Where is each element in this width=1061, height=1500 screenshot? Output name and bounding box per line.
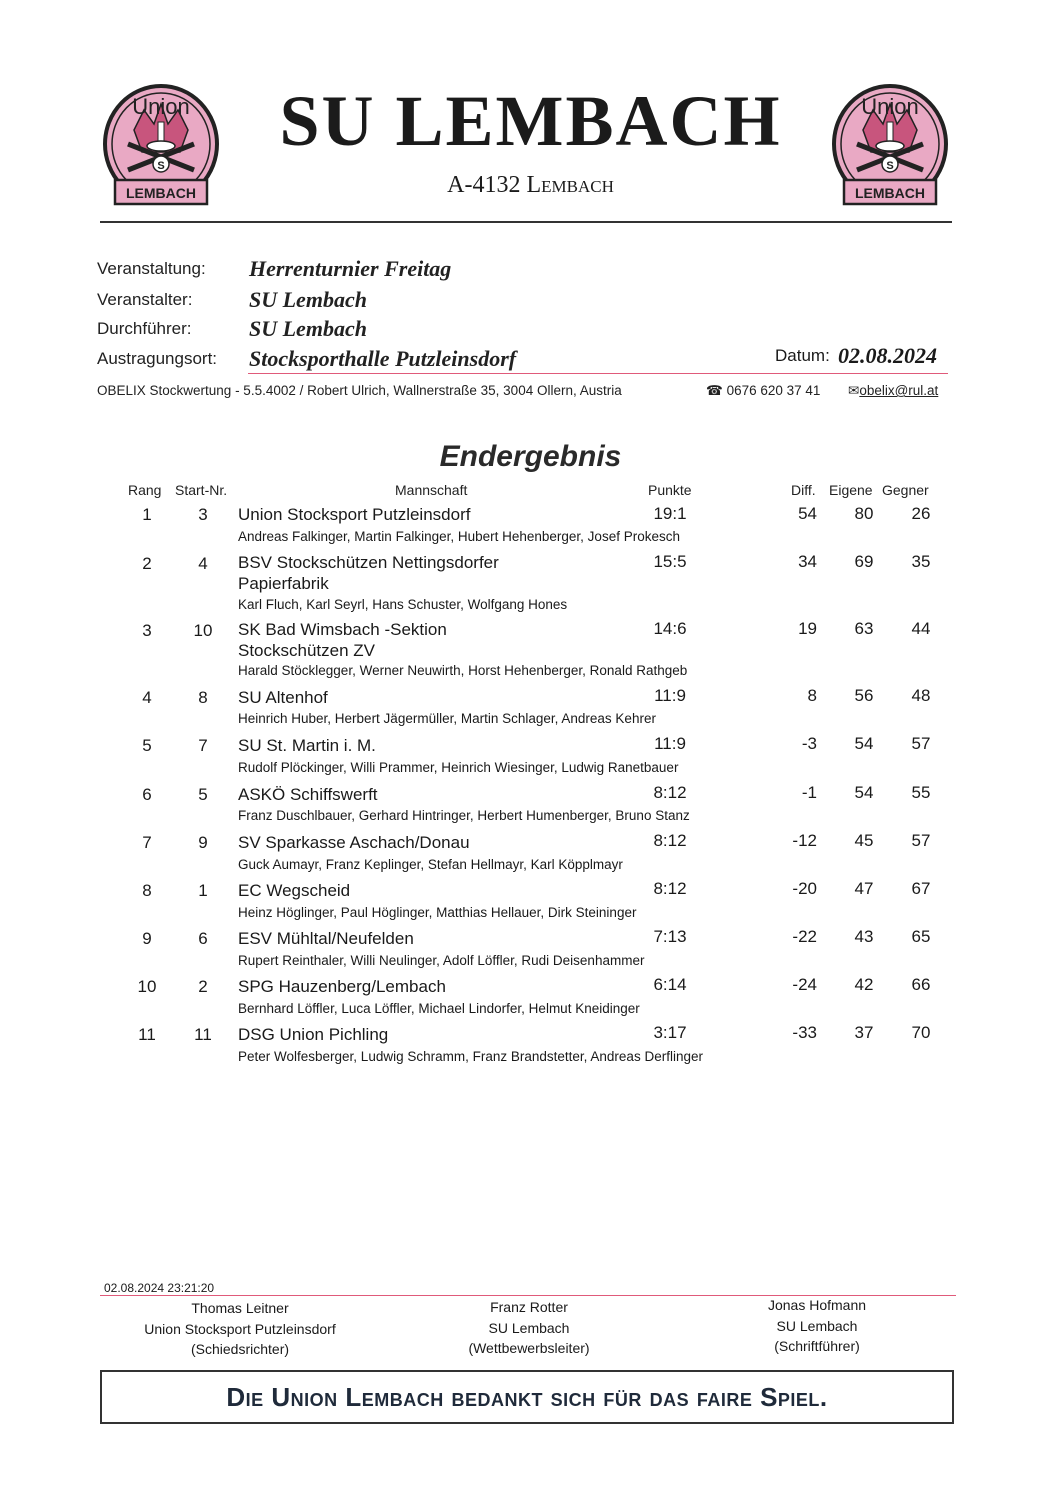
row-diff: -3 <box>801 734 817 753</box>
row-start: 11 <box>194 1025 212 1044</box>
row-own: 54 <box>854 783 874 802</box>
row-diff: 19 <box>798 619 817 638</box>
row-own: 42 <box>854 975 874 994</box>
row-rank: 10 <box>137 977 157 996</box>
email-contact[interactable] <box>848 383 938 399</box>
phone-contact <box>706 383 820 399</box>
row-team: SV Sparkasse Aschach/Donau <box>238 833 470 852</box>
col-header-start: Start-Nr. <box>175 482 228 498</box>
col-header-rank: Rang <box>128 482 162 498</box>
date-value: 02.08.2024 <box>838 343 937 368</box>
row-start: 7 <box>198 736 208 755</box>
row-rank: 2 <box>142 554 152 573</box>
row-team: DSG Union Pichling <box>238 1025 389 1044</box>
row-points: 8:12 <box>653 783 687 802</box>
row-start: 8 <box>198 688 208 707</box>
row-start: 5 <box>198 785 208 804</box>
logo-banner-text-right: LEMBACH <box>855 185 925 201</box>
row-diff: -20 <box>792 879 817 898</box>
row-diff: -24 <box>792 975 817 994</box>
logo-union-text-right: Union <box>861 94 919 119</box>
row-points: 15:5 <box>653 552 687 571</box>
signature-org: SU Lembach <box>488 1319 570 1336</box>
row-team: ASKÖ Schiffswerft <box>238 785 378 804</box>
row-opp: 67 <box>911 879 931 898</box>
row-own: 80 <box>854 504 874 523</box>
row-own: 37 <box>854 1023 874 1042</box>
signature-org: SU Lembach <box>776 1317 858 1334</box>
row-players: Rudolf Plöckinger, Willi Prammer, Heinrich Wiesinger, Ludwig Ranetbauer <box>238 760 679 775</box>
row-rank: 11 <box>138 1025 156 1044</box>
svg-text:S: S <box>157 160 165 172</box>
row-rank: 8 <box>142 881 152 900</box>
phone-number: 0676 620 37 41 <box>726 383 821 398</box>
row-players: Peter Wolfesberger, Ludwig Schramm, Franz Brandstetter, Andreas Derflinger <box>238 1049 703 1064</box>
row-opp: 57 <box>911 831 931 850</box>
organizer-value: SU Lembach <box>249 287 367 312</box>
row-opp: 35 <box>911 552 931 571</box>
logo-banner-text-left: LEMBACH <box>126 185 196 201</box>
club-address: A-4132 Lembach <box>447 172 614 198</box>
row-points: 3:17 <box>653 1023 687 1042</box>
date-label: Datum: <box>775 346 830 365</box>
row-diff: -12 <box>792 831 817 850</box>
row-own: 47 <box>854 879 874 898</box>
row-team: SPG Hauzenberg/Lembach <box>238 977 446 996</box>
row-points: 11:9 <box>654 686 686 705</box>
email-link[interactable]: obelix@rul.at <box>859 383 939 398</box>
header-divider <box>100 221 952 223</box>
row-rank: 3 <box>142 621 152 640</box>
row-team: SU Altenhof <box>238 688 328 707</box>
row-players: Guck Aumayr, Franz Keplinger, Stefan Hellmayr, Karl Köpplmayr <box>238 857 623 872</box>
row-start: 4 <box>198 554 208 573</box>
row-opp: 65 <box>911 927 931 946</box>
col-header-points: Punkte <box>648 482 692 498</box>
col-header-opp: Gegner <box>882 482 929 498</box>
row-rank: 7 <box>142 833 152 852</box>
row-diff: -1 <box>801 783 817 802</box>
row-players: Andreas Falkinger, Martin Falkinger, Hubert Hehenberger, Josef Prokesch <box>238 529 680 544</box>
signature-referee <box>110 1298 370 1360</box>
row-own: 56 <box>854 686 874 705</box>
venue-label: Austragungsort: <box>97 349 218 368</box>
fair-play-banner <box>100 1370 954 1424</box>
row-team: EC Wegscheid <box>238 881 351 900</box>
row-points: 6:14 <box>653 975 687 994</box>
results-title: Endergebnis <box>439 440 622 473</box>
row-points: 14:6 <box>653 619 687 638</box>
row-players: Karl Fluch, Karl Seyrl, Hans Schuster, Wolfgang Hones <box>238 597 568 612</box>
row-team: ESV Mühltal/Neufelden <box>238 929 414 948</box>
executor-value: SU Lembach <box>249 316 367 341</box>
print-timestamp: 02.08.2024 23:21:20 <box>104 1281 215 1295</box>
row-opp: 55 <box>911 783 931 802</box>
signature-name: Jonas Hofmann <box>767 1297 867 1313</box>
row-own: 43 <box>854 927 874 946</box>
signature-secretary <box>687 1295 947 1357</box>
row-opp: 66 <box>911 975 931 994</box>
row-points: 8:12 <box>653 879 687 898</box>
fair-play-text: Die Union Lembach bedankt sich für das faire Spiel. <box>226 1381 828 1412</box>
row-team: BSV Stockschützen Nettingsdorfer Papierfabrik <box>238 553 499 593</box>
row-opp: 70 <box>911 1023 931 1042</box>
phone-icon: ☎ <box>706 383 723 398</box>
row-diff: -22 <box>792 927 817 946</box>
row-players: Heinz Höglinger, Paul Höglinger, Matthias Hellauer, Dirk Steininger <box>238 905 637 920</box>
row-own: 69 <box>854 552 874 571</box>
row-points: 7:13 <box>653 927 687 946</box>
row-own: 45 <box>854 831 874 850</box>
row-start: 3 <box>198 505 208 524</box>
row-players: Bernhard Löffler, Luca Löffler, Michael Lindorfer, Helmut Kneidinger <box>238 1001 640 1016</box>
club-title: SU LEMBACH <box>279 81 782 161</box>
row-rank: 6 <box>142 785 152 804</box>
row-rank: 1 <box>142 505 152 524</box>
row-diff: -33 <box>792 1023 817 1042</box>
row-start: 1 <box>198 881 208 900</box>
row-diff: 54 <box>798 504 817 523</box>
info-divider <box>248 373 948 374</box>
envelope-icon: ✉ <box>848 383 860 398</box>
signature-role: (Schiedsrichter) <box>190 1341 290 1357</box>
col-header-team: Mannschaft <box>395 482 468 498</box>
col-header-own: Eigene <box>829 482 873 498</box>
signature-role: (Schriftführer) <box>774 1338 860 1354</box>
row-points: 8:12 <box>653 831 687 850</box>
row-team: SK Bad Wimsbach -Sektion Stockschützen ZV <box>238 620 447 660</box>
svg-text:S: S <box>886 160 894 172</box>
row-opp: 44 <box>911 619 931 638</box>
row-rank: 4 <box>142 688 152 707</box>
signature-org: Union Stocksport Putzleinsdorf <box>144 1320 336 1337</box>
signature-name: Thomas Leitner <box>191 1300 289 1316</box>
row-opp: 48 <box>911 686 931 705</box>
row-start: 9 <box>198 833 208 852</box>
row-diff: 8 <box>807 686 817 705</box>
row-own: 63 <box>854 619 874 638</box>
organizer-label: Veranstalter: <box>97 290 193 309</box>
row-own: 54 <box>854 734 874 753</box>
event-value: Herrenturnier Freitag <box>249 256 452 281</box>
row-players: Franz Duschlbauer, Gerhard Hintringer, Herbert Humenberger, Bruno Stanz <box>238 808 690 823</box>
signature-competition-lead <box>399 1297 659 1359</box>
row-start: 2 <box>198 977 208 996</box>
row-diff: 34 <box>798 552 817 571</box>
row-rank: 5 <box>142 736 152 755</box>
row-points: 19:1 <box>653 504 687 523</box>
row-players: Harald Stöcklegger, Werner Neuwirth, Horst Hehenberger, Ronald Rathgeb <box>238 663 688 678</box>
row-start: 6 <box>198 929 208 948</box>
venue-value: Stocksporthalle Putzleinsdorf <box>249 346 517 371</box>
row-opp: 57 <box>911 734 931 753</box>
software-credit: OBELIX Stockwertung - 5.5.4002 / Robert Ulrich, Wallnerstraße 35, 3004 Ollern, Austria <box>97 383 622 398</box>
row-team: SU St. Martin i. M. <box>238 736 376 755</box>
row-start: 10 <box>193 621 213 640</box>
signature-name: Franz Rotter <box>490 1299 568 1315</box>
row-players: Rupert Reinthaler, Willi Neulinger, Adolf Löffler, Rudi Deisenhammer <box>238 953 645 968</box>
event-label: Veranstaltung: <box>97 259 206 278</box>
executor-label: Durchführer: <box>97 319 192 338</box>
logo-union-text-left: Union <box>132 94 190 119</box>
col-header-diff: Diff. <box>791 482 816 498</box>
row-points: 11:9 <box>654 734 686 753</box>
row-rank: 9 <box>142 929 152 948</box>
signature-role: (Wettbewerbsleiter) <box>468 1340 590 1356</box>
row-team: Union Stocksport Putzleinsdorf <box>238 505 471 524</box>
row-players: Heinrich Huber, Herbert Jägermüller, Martin Schlager, Andreas Kehrer <box>238 711 656 726</box>
row-opp: 26 <box>911 504 931 523</box>
